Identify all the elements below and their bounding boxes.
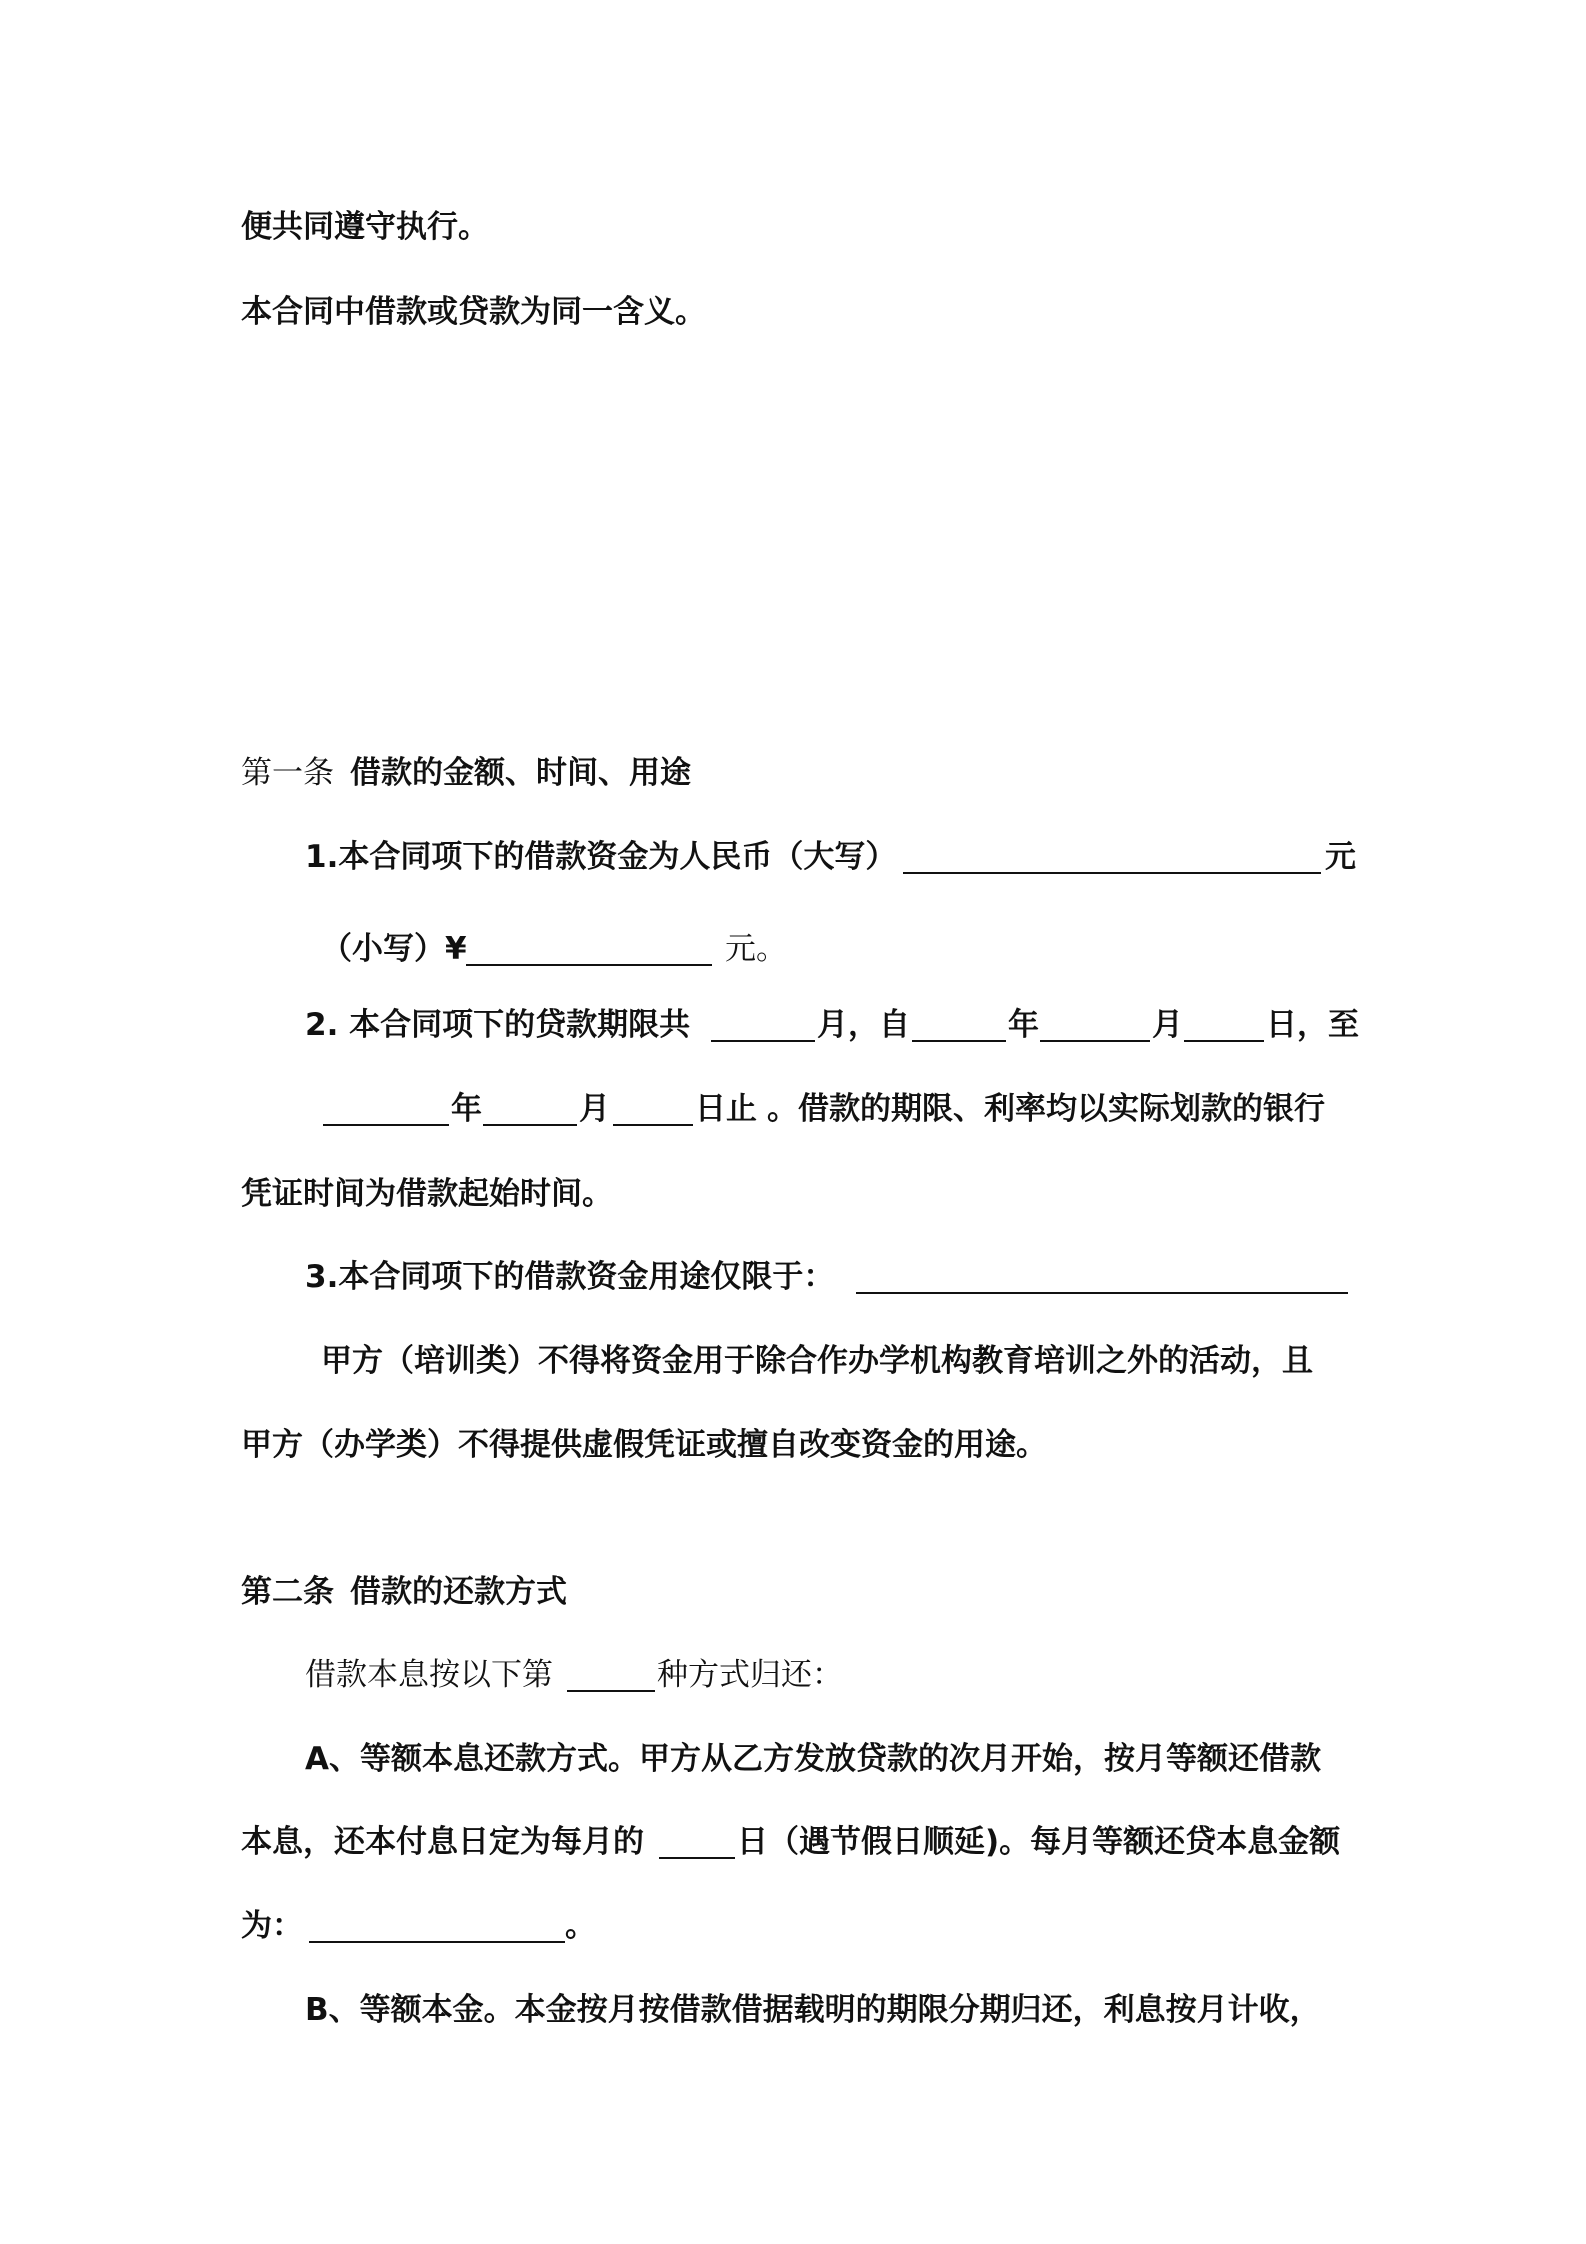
method-number-blank[interactable]: [567, 1660, 655, 1692]
item-2-end-year-label: 年: [451, 1091, 482, 1127]
repayment-day-blank[interactable]: [659, 1827, 735, 1859]
item-1-lowercase-lead: （小写）¥: [321, 931, 467, 967]
end-year-blank[interactable]: [323, 1094, 449, 1126]
article-2-title: 借款的还款方式: [350, 1574, 567, 1610]
item-2-last-line: 凭证时间为借款起始时间。: [241, 1176, 613, 1212]
article-2-heading: [241, 1574, 567, 1610]
end-month-blank[interactable]: [483, 1094, 577, 1126]
start-year-blank[interactable]: [912, 1010, 1006, 1042]
loan-term-months-blank[interactable]: [711, 1010, 815, 1042]
option-a-line-2-tail: 日（遇节假日顺延)。每月等额还贷本息金额: [737, 1824, 1341, 1860]
intro-line-2: 本合同中借款或贷款为同一含义。: [241, 294, 706, 330]
amount-uppercase-blank[interactable]: [903, 842, 1321, 874]
monthly-payment-blank[interactable]: [309, 1911, 565, 1943]
item-1-lead: 1.本合同项下的借款资金为人民币（大写）: [305, 839, 897, 875]
item-2-continuation: 。借款的期限、利率均以实际划款的银行: [767, 1091, 1325, 1127]
item-2-day-sep: 日，至: [1266, 1007, 1359, 1043]
restriction-line-1: 甲方（培训类）不得将资金用于除合作办学机构教育培训之外的活动，且: [321, 1343, 1313, 1379]
option-a-line-3-lead: 为：: [241, 1908, 303, 1944]
start-month-blank[interactable]: [1040, 1010, 1150, 1042]
option-a-line-1: A、等额本息还款方式。甲方从乙方发放贷款的次月开始，按月等额还借款: [305, 1741, 1321, 1777]
item-2-lead: 2. 本合同项下的贷款期限共: [305, 1007, 691, 1043]
item-3-lead: 3.本合同项下的借款资金用途仅限于：: [305, 1259, 835, 1295]
item-2-year-label: 年: [1008, 1007, 1039, 1043]
article-1-number: 第一条: [241, 755, 334, 791]
intro-line-1: 便共同遵守执行。: [241, 209, 489, 245]
option-a-line-3-tail: 。: [565, 1908, 596, 1944]
item-2-month-sep: 月，自: [817, 1007, 910, 1043]
method-lead: 借款本息按以下第: [305, 1657, 553, 1693]
item-1-lowercase-unit: 元。: [725, 931, 787, 967]
restriction-line-2: 甲方（办学类）不得提供虚假凭证或擅自改变资金的用途。: [241, 1427, 1047, 1463]
end-day-blank[interactable]: [613, 1094, 693, 1126]
option-a-line-2-lead: 本息，还本付息日定为每月的: [241, 1824, 644, 1860]
article-1-heading: [241, 755, 691, 791]
item-2-end-month-label: 月: [579, 1091, 610, 1127]
loan-purpose-blank[interactable]: [856, 1262, 1348, 1294]
method-tail: 种方式归还：: [657, 1657, 843, 1693]
item-2-end-day-label: 日止: [695, 1091, 757, 1127]
item-1-unit: 元: [1325, 839, 1356, 875]
item-2-month-label: 月: [1152, 1007, 1183, 1043]
start-day-blank[interactable]: [1184, 1010, 1264, 1042]
option-b-line-1: B、等额本金。本金按月按借款借据载明的期限分期归还，利息按月计收，: [305, 1992, 1321, 2028]
article-2-number: 第二条: [241, 1574, 334, 1610]
article-1-title: 借款的金额、时间、用途: [350, 755, 691, 791]
amount-lowercase-blank[interactable]: [466, 934, 712, 966]
